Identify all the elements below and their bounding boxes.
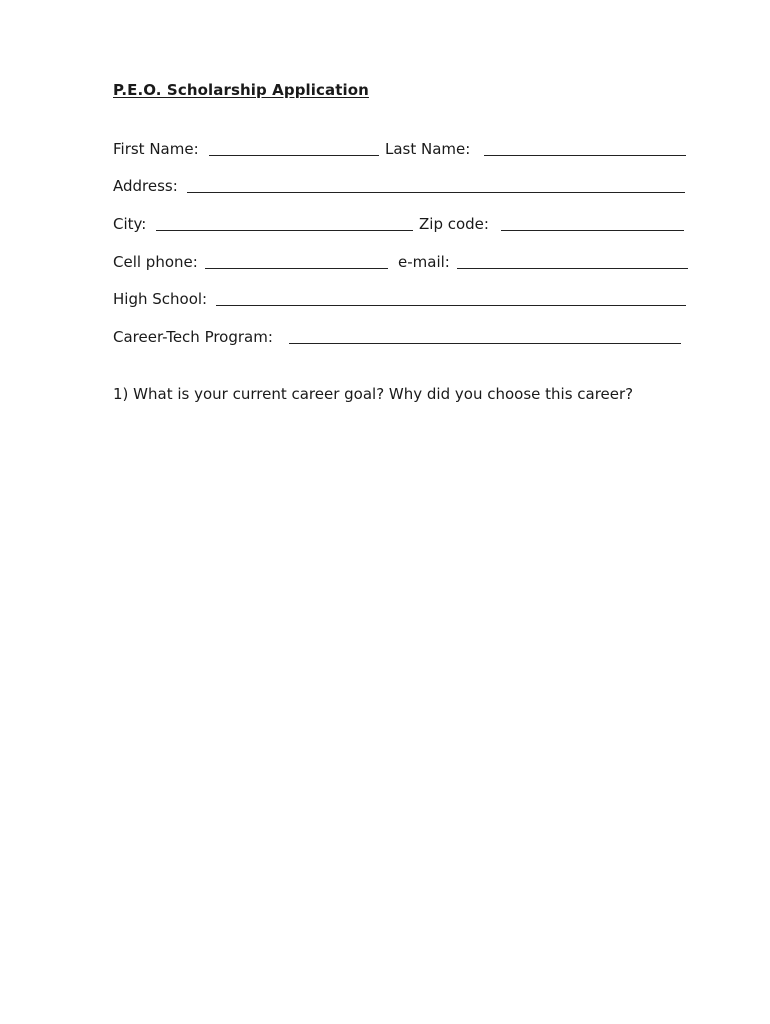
zip-code-label: Zip code: (419, 215, 489, 233)
name-row (113, 139, 713, 161)
city-label: City: (113, 215, 147, 233)
email-label: e-mail: (398, 253, 450, 271)
email-field[interactable] (457, 268, 688, 269)
career-tech-label: Career-Tech Program: (113, 328, 273, 346)
question-career-goal: 1) What is your current career goal? Why did you choose this career? (113, 385, 634, 403)
career-tech-field[interactable] (289, 343, 681, 344)
city-field[interactable] (156, 230, 413, 231)
address-row (113, 176, 713, 198)
first-name-label: First Name: (113, 140, 199, 158)
last-name-field[interactable] (484, 155, 686, 156)
high-school-field[interactable] (216, 305, 686, 306)
cell-phone-label: Cell phone: (113, 253, 198, 271)
city-zip-row (113, 214, 713, 236)
career-tech-row (113, 327, 713, 349)
high-school-row (113, 289, 713, 311)
cell-phone-field[interactable] (205, 268, 388, 269)
address-field[interactable] (187, 192, 685, 193)
last-name-label: Last Name: (385, 140, 471, 158)
high-school-label: High School: (113, 290, 208, 308)
first-name-field[interactable] (209, 155, 379, 156)
page-title: P.E.O. Scholarship Application (113, 81, 369, 99)
zip-code-field[interactable] (501, 230, 684, 231)
answer-area-career-goal[interactable] (113, 420, 688, 980)
address-label: Address: (113, 177, 178, 195)
phone-email-row (113, 252, 713, 274)
